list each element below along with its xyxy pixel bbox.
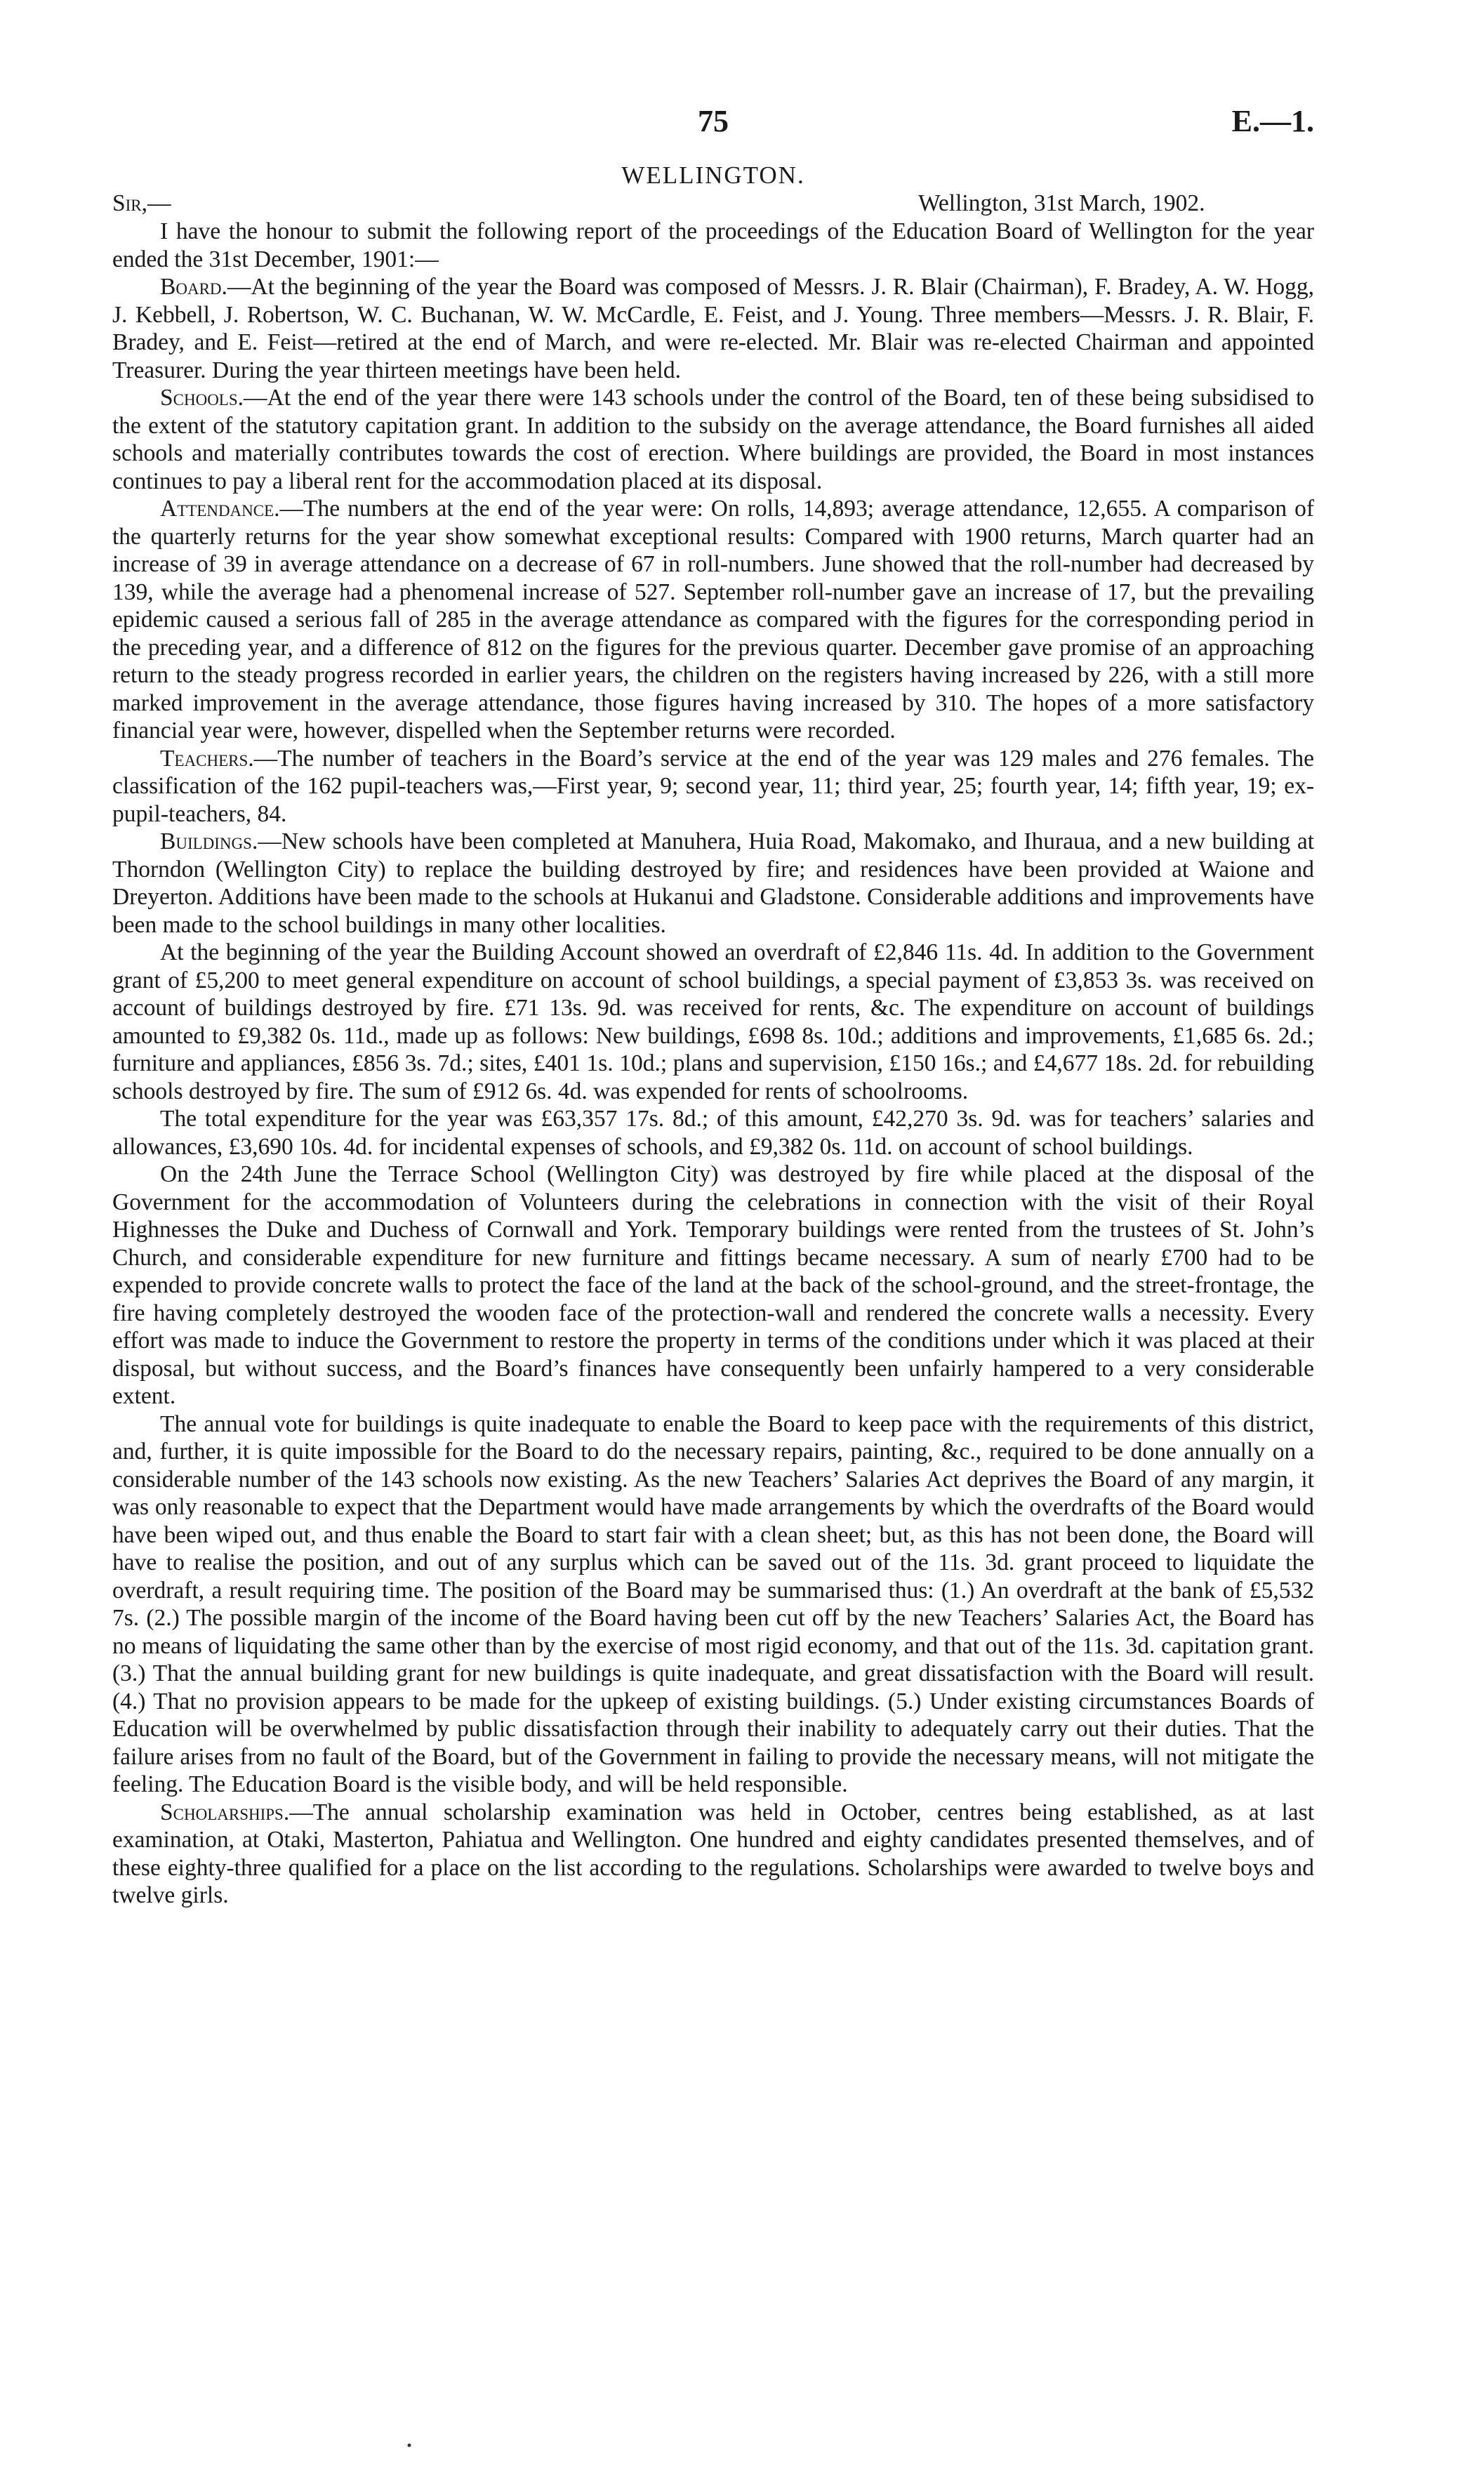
page-dot-mark bbox=[406, 2442, 413, 2449]
paragraph-schools bbox=[112, 384, 1314, 495]
paragraph-text: —The numbers at the end of the year were: On rolls, 14,893; average attendance, 12,655. A comparison of the quarterly returns for the year show somewhat exceptional results: Compared with 1900 returns, March quarter had an increase of 39 in average attendance on a decrease of 67 in roll-numbers. June showed that the roll-number had decreased by 139, while the average had a phenomenal increase of 527. September roll-number gave an increase of 17, but the prevailing epidemic caused a serious fall of 285 in the average attendance as compared with the figures for the corresponding period in the preceding year, and a difference of 812 on the figures for the previous quarter. December gave promise of an approaching return to the steady progress recorded in earlier years, the children on the registers having increased by 226, with a still more marked improvement in the average attendance, those figures having increased by 310. The hopes of a more satisfactory financial year were, however, dispelled when the September returns were recorded. bbox=[112, 496, 1314, 743]
paragraph-text: At the beginning of the year the Building Account showed an overdraft of £2,846 11s. 4d. In addition to the Government grant of £5,200 to meet general expenditure on account of school buildings, a special payment of £3,853 3s. was received on account of buildings destroyed by fire. £71 13s. 9d. was received for rents, &c. The expenditure on account of buildings amounted to £9,382 0s. 11d., made up as follows: New buildings, £698 8s. 10d.; additions and improvements, £1,685 6s. 2d.; furniture and appliances, £856 3s. 7d.; sites, £401 1s. 10d.; plans and supervision, £150 16s.; and £4,677 18s. 2d. for rebuilding schools destroyed by fire. The sum of £912 6s. 4d. was expended for rents of schoolrooms. bbox=[112, 939, 1314, 1104]
paragraph-intro bbox=[112, 218, 1314, 273]
paragraph-text: —The annual scholarship examination was held in October, centres being established, as at last examination, at Otaki, Masterton, Pahiatua and Wellington. One hundred and eighty candidates presented themselves, and of these eighty-three qualified for a place on the list according to the regulations. Scholarships were awarded to twelve boys and twelve girls. bbox=[112, 1799, 1314, 1908]
paragraph-heading: Schools. bbox=[160, 385, 244, 411]
paragraph-text: —The number of teachers in the Board’s service at the end of the year was 129 males and 276 females. The classification of the 162 pupil-teachers was,—First year, 9; second year, 11; third year, 25; fourth year, 14; fifth year, 19; ex-pupil-teachers, 84. bbox=[112, 745, 1314, 827]
paragraph-scholarships bbox=[112, 1799, 1314, 1910]
paragraph-text: I have the honour to submit the following report of the proceedings of the Education Board of Wellington for the year ended the 31st December, 1901:— bbox=[112, 218, 1314, 272]
page-number: 75 bbox=[698, 104, 729, 138]
paragraph-attendance bbox=[112, 495, 1314, 745]
paragraph-text: On the 24th June the Terrace School (Wellington City) was destroyed by fire while placed at the disposal of the Government for the accommodation of Volunteers during the celebrations in connection with the visit of their Royal Highnesses the Duke and Duchess of Cornwall and York. Temporary buildings were rented from the trustees of St. John’s Church, and considerable expenditure for new furniture and fittings became necessary. A sum of nearly £700 had to be expended to provide concrete walls to protect the face of the land at the back of the school-ground, and the street-frontage, the fire having completely destroyed the wooden face of the protection-wall and rendered the concrete walls a necessity. Every effort was made to induce the Government to restore the property in terms of the conditions under which it was placed at their disposal, but without success, and the Board’s finances have consequently been unfairly hampered to a very considerable extent. bbox=[112, 1161, 1314, 1409]
paragraph-text: —At the beginning of the year the Board was composed of Messrs. J. R. Blair (Chairman), F. Bradey, A. W. Hogg, J. Kebbell, J. Robertson, W. C. Buchanan, W. W. McCardle, E. Feist, and J. Young. Three members—Messrs. J. R. Blair, F. Bradey, and E. Feist—retired at the end of March, and were re-elected. Mr. Blair was re-elected Chairman and appointed Treasurer. During the year thirteen meetings have been held. bbox=[112, 274, 1314, 383]
paragraph-board bbox=[112, 273, 1314, 384]
section-title: WELLINGTON. bbox=[621, 161, 805, 189]
document-page bbox=[112, 83, 1314, 1910]
document-reference: E.—1. bbox=[1231, 104, 1314, 138]
salutation-row bbox=[112, 190, 1314, 218]
paragraph-text: —At the end of the year there were 143 schools under the control of the Board, ten of these being subsidised to the extent of the statutory capitation grant. In addition to the subsidy on the average attendance, the Board furnishes all aided schools and materially contributes towards the cost of erection. Where buildings are provided, the Board in most instances continues to pay a liberal rent for the accommodation placed at its disposal. bbox=[112, 385, 1314, 494]
paragraph-heading: Teachers. bbox=[160, 745, 254, 772]
paragraph-heading: Scholarships. bbox=[160, 1799, 290, 1825]
paragraph-heading: Board. bbox=[160, 274, 227, 300]
salutation: Sir,— bbox=[112, 190, 171, 216]
paragraph-heading: Attendance. bbox=[160, 496, 280, 522]
page-header bbox=[112, 83, 1314, 146]
paragraph-total-expenditure bbox=[112, 1105, 1314, 1161]
paragraph-buildings bbox=[112, 828, 1314, 939]
paragraph-text: The annual vote for buildings is quite inadequate to enable the Board to keep pace with the requirements of this district, and, further, it is quite impossible for the Board to do the necessary repairs, painting, &c., required to be done annually on a considerable number of the 143 schools now existing. As the new Teachers’ Salaries Act deprives the Board of any margin, it was only reasonable to expect that the Department would have made arrangements by which the overdrafts of the Board would have been wiped out, and thus enable the Board to start fair with a clean sheet; but, as this has not been done, the Board will have to realise the position, and out of any surplus which can be saved out of the 11s. 3d. grant proceed to liquidate the overdraft, a result requiring time. The position of the Board may be summarised thus: (1.) An overdraft at the bank of £5,532 7s. (2.) The possible margin of the income of the Board having been cut off by the new Teachers’ Salaries Act, the Board has no means of liquidating the same other than by the exercise of most rigid economy, and that out of the 11s. 3d. capitation grant. (3.) That the annual building grant for new buildings is quite inadequate, and great dissatisfaction with the Board will result. (4.) That no provision appears to be made for the upkeep of existing buildings. (5.) Under existing circumstances Boards of Education will be overwhelmed by public dissatisfaction through their inability to adequately carry out their duties. That the failure arises from no fault of the Board, but of the Government in failing to provide the necessary means, will not mitigate the feeling. The Education Board is the visible body, and will be held responsible. bbox=[112, 1410, 1314, 1797]
paragraph-text: The total expenditure for the year was £63,357 17s. 8d.; of this amount, £42,270 3s. 9d. was for teachers’ salaries and allowances, £3,690 10s. 4d. for incidental expenses of schools, and £9,382 0s. 11d. on account of school buildings. bbox=[112, 1106, 1314, 1160]
paragraph-building-account bbox=[112, 939, 1314, 1105]
paragraph-terrace-school bbox=[112, 1161, 1314, 1410]
paragraph-text: —New schools have been completed at Manuhera, Huia Road, Makomako, and Ihuraua, and a new building at Thorndon (Wellington City) to replace the building destroyed by fire; and residences have been provided at Waione and Dreyerton. Additions have been made to the schools at Hukanui and Gladstone. Considerable additions and improvements have been made to the school buildings in many other localities. bbox=[112, 828, 1314, 938]
letter-date: Wellington, 31st March, 1902. bbox=[918, 190, 1205, 216]
paragraph-teachers bbox=[112, 745, 1314, 828]
paragraph-annual-vote bbox=[112, 1410, 1314, 1799]
paragraph-heading: Buildings. bbox=[160, 828, 258, 854]
